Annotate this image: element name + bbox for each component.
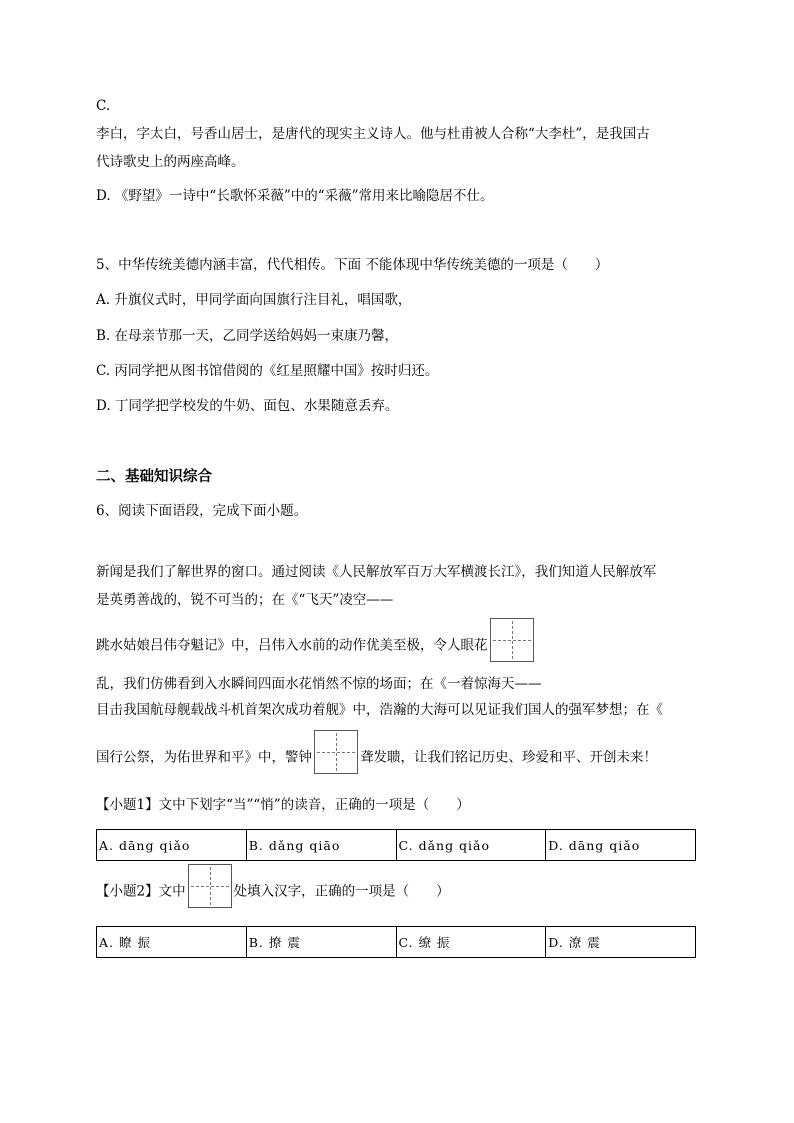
q6-stem: 6、阅读下面语段，完成下面小题。 bbox=[96, 503, 308, 519]
q5-option-c: C. 丙同学把从图书馆借阅的《红星照耀中国》按时归还。 bbox=[96, 363, 439, 379]
passage-line-4: 乱，我们仿佛看到入水瞬间四面水花悄然不惊的场面；在《一着惊海天—— bbox=[96, 676, 542, 692]
q5-option-d: D. 丁同学把学校发的牛奶、面包、水果随意丢弃。 bbox=[96, 398, 399, 414]
passage-line-3-text: 跳水姑娘吕伟夺魁记》中，吕伟入水前的动作优美至极，令人眼花 bbox=[96, 637, 488, 654]
subquestion-1-stem: 【小题1】文中下划字“当”“悄”的读音，正确的一项是（ ） bbox=[96, 797, 470, 813]
sub2-option-a[interactable]: A. 瞭 振 bbox=[97, 927, 247, 958]
sub2-option-b[interactable]: B. 撩 震 bbox=[246, 927, 396, 958]
q5-option-a: A. 升旗仪式时，甲同学面向国旗行注目礼，唱国歌， bbox=[96, 292, 412, 308]
passage-line-6-text-b: 聋发聩，让我们铭记历史、珍爱和平、开创未来！ bbox=[360, 749, 657, 766]
passage-line-6 bbox=[96, 742, 657, 774]
section-heading: 二、基础知识综合 bbox=[96, 469, 212, 485]
subquestion-1-options bbox=[96, 829, 696, 861]
subquestion-2-stem bbox=[96, 876, 450, 908]
sub2-stem-b: 处填入汉字，正确的一项是（ ） bbox=[233, 883, 450, 900]
blank-writing-grid[interactable] bbox=[314, 730, 358, 774]
passage-line-3 bbox=[96, 630, 536, 662]
passage-line-6-text-a: 国行公祭，为佑世界和平》中，警钟 bbox=[96, 749, 312, 766]
passage-line-5: 目击我国航母舰载战斗机首架次成功着舰》中，浩瀚的大海可以见证我们国人的强军梦想；在《 bbox=[96, 702, 663, 718]
option-c-line1: 李白，字太白，号香山居士，是唐代的现实主义诗人。他与杜甫被人合称“大李杜”，是我国古 bbox=[96, 126, 650, 142]
subquestion-2-options bbox=[96, 926, 696, 958]
sub1-option-d[interactable]: D. dāng qiǎo bbox=[546, 830, 696, 861]
sub1-option-b[interactable]: B. dǎng qiāo bbox=[246, 830, 396, 861]
option-d: D. 《野望》一诗中“长歌怀采薇”中的“采薇”常用来比喻隐居不仕。 bbox=[96, 188, 494, 204]
option-c-label: C. bbox=[96, 98, 111, 114]
sub1-option-a[interactable]: A. dāng qiǎo bbox=[97, 830, 247, 861]
sub2-option-d[interactable]: D. 潦 震 bbox=[546, 927, 696, 958]
passage-line-1: 新闻是我们了解世界的窗口。通过阅读《人民解放军百万大军横渡长江》，我们知道人民解放军 bbox=[96, 564, 657, 580]
sub2-stem-a: 【小题2】文中 bbox=[96, 883, 186, 900]
q5-stem: 5、中华传统美德内涵丰富，代代相传。下面 不能体现中华传统美德的一项是（ ） bbox=[96, 257, 609, 273]
q5-option-b: B. 在母亲节那一天，乙同学送给妈妈一束康乃馨， bbox=[96, 328, 399, 344]
sub1-option-c[interactable]: C. dǎng qiǎo bbox=[396, 830, 546, 861]
blank-writing-grid[interactable] bbox=[490, 618, 534, 662]
passage-line-2: 是英勇善战的，锐不可当的；在《“飞天”凌空—— bbox=[96, 592, 394, 608]
option-c-line2: 代诗歌史上的两座高峰。 bbox=[96, 154, 245, 170]
sub2-option-c[interactable]: C. 缭 振 bbox=[396, 927, 546, 958]
blank-writing-grid[interactable] bbox=[188, 864, 232, 908]
